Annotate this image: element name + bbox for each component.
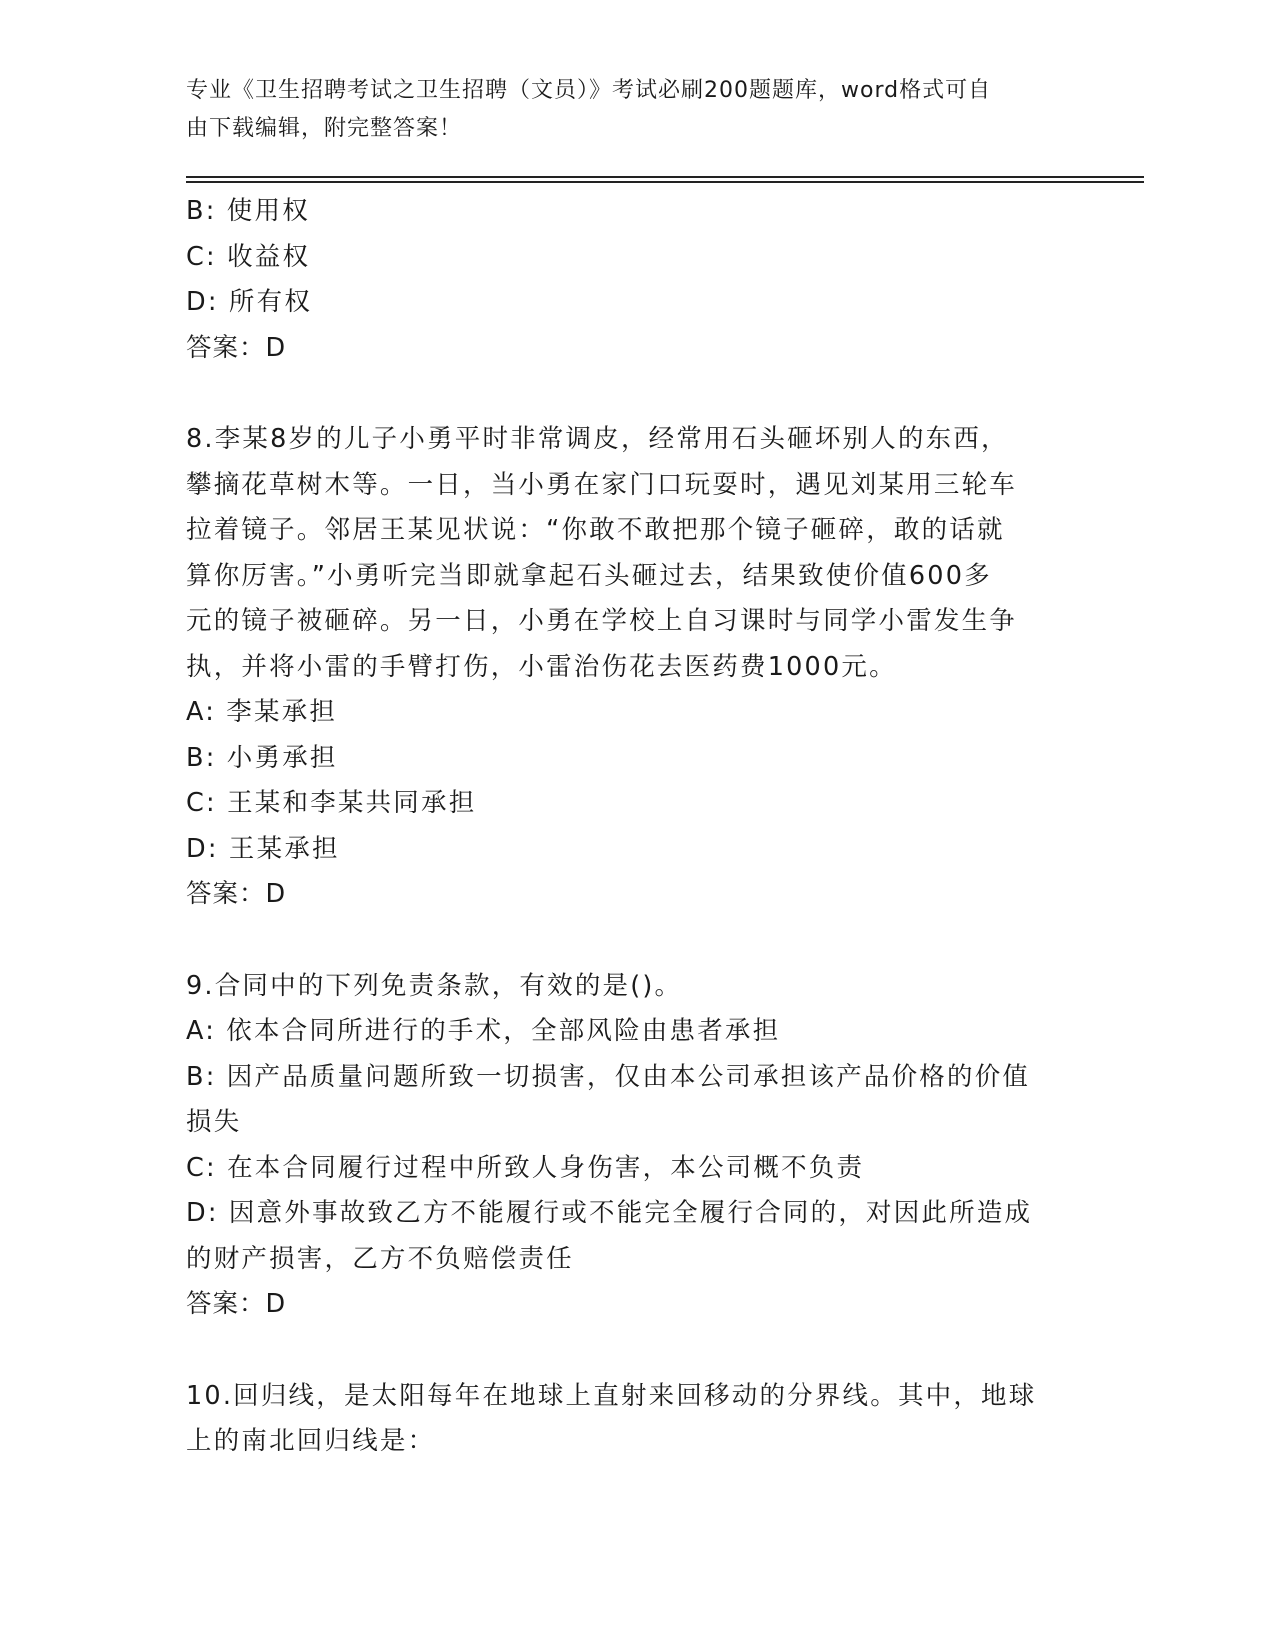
question-text-line: 算你厉害。”小勇听完当即就拿起石头砸过去，结果致使价值600多 (186, 560, 992, 591)
option-b: B: 使用权 (186, 196, 310, 226)
option-d: D: 王某承担 (186, 833, 340, 864)
question-9 (186, 964, 1076, 1328)
header-line-1: 专业《卫生招聘考试之卫生招聘（文员）》考试必刷200题题库，word格式可自 (186, 78, 992, 103)
question-text-line: 元的镜子被砸碎。另一日，小勇在学校上自习课时与同学小雷发生争 (186, 606, 1018, 636)
answer-line: 答案：D (186, 879, 287, 909)
document-header (186, 72, 1066, 148)
option-d: D: 因意外事故致乙方不能履行或不能完全履行合同的，对因此所造成 (186, 1198, 1033, 1228)
question-text-line: 执，并将小雷的手臂打伤，小雷治伤花去医药费1000元。 (186, 651, 897, 682)
option-a: A: 李某承担 (186, 697, 338, 727)
option-c: C: 在本合同履行过程中所致人身伤害，本公司概不负责 (186, 1152, 865, 1183)
document-body (186, 189, 1076, 1465)
option-c: C: 王某和李某共同承担 (186, 788, 477, 818)
question-text-line: 8.李某8岁的儿子小勇平时非常调皮，经常用石头砸坏别人的东西， (186, 424, 1009, 454)
question-10 (186, 1374, 1076, 1465)
header-rule-bottom (186, 181, 1144, 183)
question-text-line: 攀摘花草树木等。一日，当小勇在家门口玩耍时，遇见刘某用三轮车 (186, 469, 1018, 500)
header-rule-top (186, 176, 1144, 178)
option-b: B: 小勇承担 (186, 742, 338, 773)
option-c: C: 收益权 (186, 241, 311, 272)
question-text-line: 10.回归线，是太阳每年在地球上直射来回移动的分界线。其中，地球 (186, 1380, 1037, 1411)
option-b-continued: 损失 (186, 1107, 242, 1137)
question-text-line: 拉着镜子。邻居王某见状说：“你敢不敢把那个镜子砸碎，敢的话就 (186, 515, 1005, 545)
question-text-line: 上的南北回归线是： (186, 1426, 436, 1456)
header-line-2: 由下载编辑，附完整答案！ (186, 116, 463, 141)
question-text-line: 9.合同中的下列免责条款，有效的是()。 (186, 970, 683, 1001)
option-d-continued: 的财产损害，乙方不负赔偿责任 (186, 1243, 574, 1274)
answer-line: 答案：D (186, 1289, 287, 1319)
question-8 (186, 417, 1076, 918)
option-b: B: 因产品质量问题所致一切损害，仅由本公司承担该产品价格的价值 (186, 1061, 1031, 1092)
question-7-continuation (186, 189, 1076, 371)
answer-line: 答案：D (186, 332, 287, 363)
option-a: A: 依本合同所进行的手术，全部风险由患者承担 (186, 1016, 781, 1046)
option-d: D: 所有权 (186, 287, 313, 317)
